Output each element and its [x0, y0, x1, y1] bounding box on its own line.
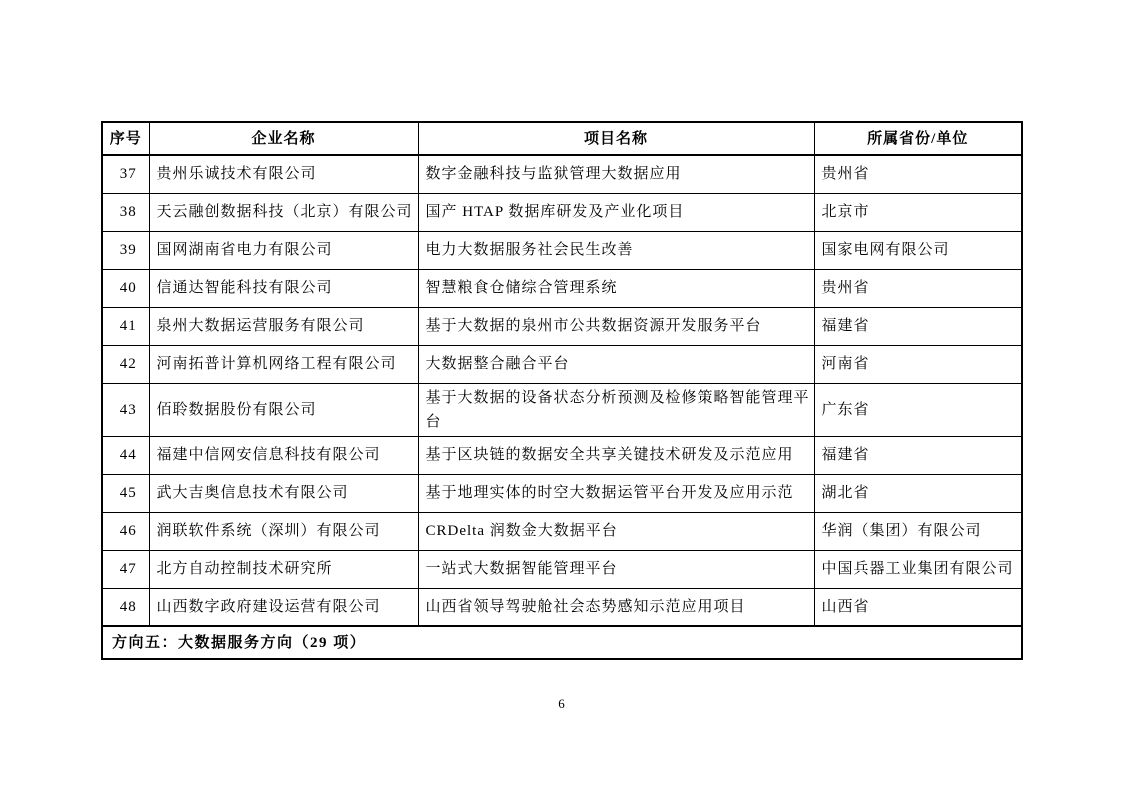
- project-name-cell: 山西省领导驾驶舱社会态势感知示范应用项目: [418, 588, 814, 626]
- table-row: [102, 345, 1022, 383]
- project-name-cell: 智慧粮食仓储综合管理系统: [418, 269, 814, 307]
- table-row: [102, 269, 1022, 307]
- project-table: [101, 121, 1023, 660]
- province-unit-cell: 福建省: [814, 307, 1022, 345]
- province-unit-cell: 湖北省: [814, 474, 1022, 512]
- serial-number-cell: 42: [102, 345, 149, 383]
- table-row: [102, 193, 1022, 231]
- table-row: [102, 512, 1022, 550]
- company-name-cell: 福建中信网安信息科技有限公司: [149, 436, 418, 474]
- page-number: 6: [558, 696, 565, 711]
- serial-number-cell: 40: [102, 269, 149, 307]
- table-row: [102, 155, 1022, 193]
- table-header-row: [102, 122, 1022, 155]
- header-province-unit: 所属省份/单位: [814, 122, 1022, 155]
- project-name-cell: 国产 HTAP 数据库研发及产业化项目: [418, 193, 814, 231]
- province-unit-cell: 国家电网有限公司: [814, 231, 1022, 269]
- company-name-cell: 佰聆数据股份有限公司: [149, 383, 418, 436]
- company-name-cell: 润联软件系统（深圳）有限公司: [149, 512, 418, 550]
- serial-number-cell: 37: [102, 155, 149, 193]
- company-name-cell: 河南拓普计算机网络工程有限公司: [149, 345, 418, 383]
- project-name-cell: 基于大数据的泉州市公共数据资源开发服务平台: [418, 307, 814, 345]
- table-row: [102, 474, 1022, 512]
- province-unit-cell: 中国兵器工业集团有限公司: [814, 550, 1022, 588]
- project-name-cell: 基于大数据的设备状态分析预测及检修策略智能管理平台: [418, 383, 814, 436]
- serial-number-cell: 41: [102, 307, 149, 345]
- project-name-cell: CRDelta 润数金大数据平台: [418, 512, 814, 550]
- province-unit-cell: 北京市: [814, 193, 1022, 231]
- header-serial-number: 序号: [102, 122, 149, 155]
- company-name-cell: 天云融创数据科技（北京）有限公司: [149, 193, 418, 231]
- project-name-cell: 大数据整合融合平台: [418, 345, 814, 383]
- company-name-cell: 武大吉奥信息技术有限公司: [149, 474, 418, 512]
- province-unit-cell: 河南省: [814, 345, 1022, 383]
- project-name-cell: 电力大数据服务社会民生改善: [418, 231, 814, 269]
- table-row: [102, 550, 1022, 588]
- table-row: [102, 383, 1022, 436]
- serial-number-cell: 46: [102, 512, 149, 550]
- header-project-name: 项目名称: [418, 122, 814, 155]
- company-name-cell: 山西数字政府建设运营有限公司: [149, 588, 418, 626]
- company-name-cell: 贵州乐诚技术有限公司: [149, 155, 418, 193]
- header-company-name: 企业名称: [149, 122, 418, 155]
- serial-number-cell: 45: [102, 474, 149, 512]
- table-row: [102, 588, 1022, 626]
- table-row: [102, 231, 1022, 269]
- company-name-cell: 北方自动控制技术研究所: [149, 550, 418, 588]
- province-unit-cell: 山西省: [814, 588, 1022, 626]
- serial-number-cell: 39: [102, 231, 149, 269]
- serial-number-cell: 38: [102, 193, 149, 231]
- project-name-cell: 一站式大数据智能管理平台: [418, 550, 814, 588]
- province-unit-cell: 广东省: [814, 383, 1022, 436]
- table-row: [102, 307, 1022, 345]
- serial-number-cell: 43: [102, 383, 149, 436]
- project-name-cell: 基于地理实体的时空大数据运管平台开发及应用示范: [418, 474, 814, 512]
- province-unit-cell: 华润（集团）有限公司: [814, 512, 1022, 550]
- table-section-footer-row: [102, 626, 1022, 659]
- project-name-cell: 数字金融科技与监狱管理大数据应用: [418, 155, 814, 193]
- table-row: [102, 436, 1022, 474]
- serial-number-cell: 44: [102, 436, 149, 474]
- serial-number-cell: 48: [102, 588, 149, 626]
- province-unit-cell: 贵州省: [814, 155, 1022, 193]
- province-unit-cell: 福建省: [814, 436, 1022, 474]
- company-name-cell: 泉州大数据运营服务有限公司: [149, 307, 418, 345]
- project-name-cell: 基于区块链的数据安全共享关键技术研发及示范应用: [418, 436, 814, 474]
- section-footer-label: 方向五：大数据服务方向（29 项）: [102, 626, 1022, 659]
- province-unit-cell: 贵州省: [814, 269, 1022, 307]
- company-name-cell: 信通达智能科技有限公司: [149, 269, 418, 307]
- company-name-cell: 国网湖南省电力有限公司: [149, 231, 418, 269]
- serial-number-cell: 47: [102, 550, 149, 588]
